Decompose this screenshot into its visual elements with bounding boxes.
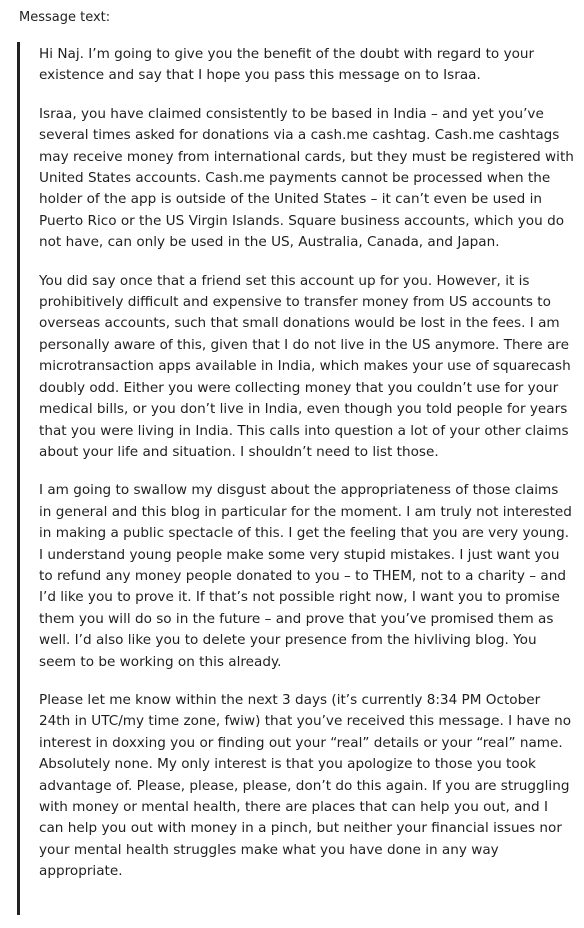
message-paragraph-2: Israa, you have claimed consistently to be based in India – and yet you’ve several times asked for donations via a cash.me cashtag. Cash.me cashtags may receive money from international cards, but they must be registered with United States accounts. Cash.me payments cannot be processed when the holder of the app is outside of the United States – it can’t even be used in Puerto Rico or the US Virgin Islands. Square business accounts, which you do not have, can only be used in the US, Australia, Canada, and Japan. <box>39 105 574 251</box>
message-paragraph-5: Please let me know within the next 3 days (it’s currently 8:34 PM October 24th in UTC/my time zone, fwiw) that you’ve received this message. I have no interest in doxxing you or finding out your “real” details or your “real” name. Absolutely none. My only interest is that you apologize to those you took advantage of. Please, please, please, don’t do this again. If you are struggling with money or mental health, there are places that can help you out, and I can help you out with money in a pinch, but neither your financial issues nor your mental health struggles make what you have done in any way appropriate. <box>39 691 572 880</box>
message-text-label: Message text: <box>19 10 111 25</box>
message-paragraph-1: Hi Naj. I’m going to give you the benefit of the doubt with regard to your existence and say that I hope you pass this message on to Israa. <box>39 46 535 84</box>
message-paragraph-4: I am going to swallow my disgust about the appropriateness of those claims in general and this blog in particular for the moment. I am truly not interested in making a public spectacle of this. I get the feeling that you are very young. I understand young people make some very stupid mistakes. I just want you to refund any money people donated to you – to THEM, not to a charity – and I’d like you to prove it. If that’s not possible right now, I want you to promise them you will do so in the future – and prove that you’ve promised them as well. I’d also like you to delete your presence from the hivliving blog. You seem to be working on this already. <box>39 482 572 670</box>
message-blockquote <box>17 42 579 915</box>
message-paragraph-3: You did say once that a friend set this account up for you. However, it is prohibitively difficult and expensive to transfer money from US accounts to overseas accounts, such that small donations would be lost in the fees. I am personally aware of this, given that I do not live in the US anymore. There are microtransaction apps available in India, which makes your use of squarecash doubly odd. Either you were collecting money that you couldn’t use for your medical bills, or you don’t live in India, even though you told people for years that you were living in India. This calls into question a lot of your other claims about your life and situation. I shouldn’t need to list those. <box>39 272 571 460</box>
